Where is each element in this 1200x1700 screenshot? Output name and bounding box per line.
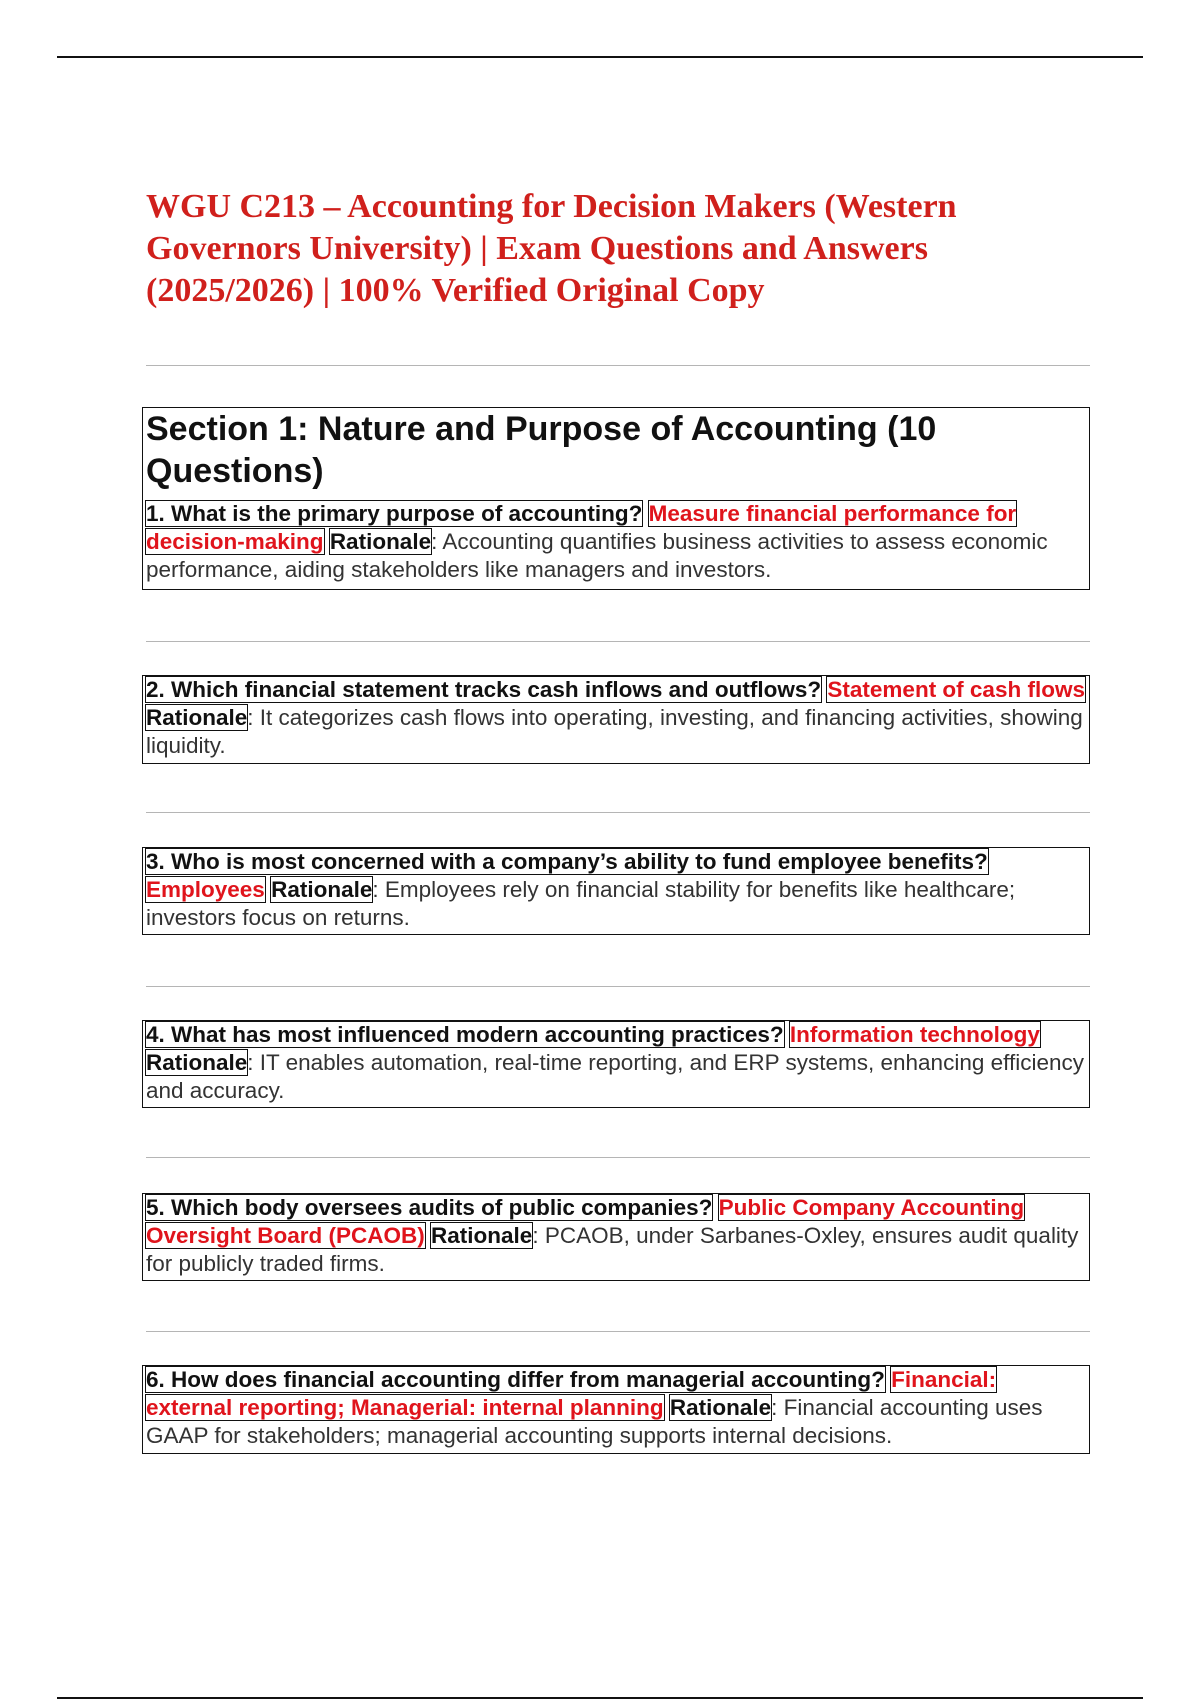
rationale-label: Rationale	[146, 705, 248, 730]
answer-text: Employees	[146, 877, 265, 902]
rationale-label: Rationale	[271, 877, 373, 902]
separator	[146, 365, 1090, 366]
answer-text: Public Company Accounting Oversight Board (PCAOB)	[146, 1195, 1025, 1248]
answer-text: Statement of cash flows	[827, 677, 1085, 702]
answer-text: Information technology	[789, 1022, 1040, 1047]
question-text: 5. Which body oversees audits of public companies?	[146, 1195, 713, 1220]
section-heading: Section 1: Nature and Purpose of Accounting (10 Questions)	[146, 410, 937, 490]
question-text: 4. What has most influenced modern accounting practices?	[146, 1022, 784, 1047]
question-block-5	[142, 1193, 1090, 1281]
rationale-label: Rationale	[669, 1395, 772, 1420]
separator	[146, 986, 1090, 987]
answer-text: Measure financial performance for decision-making	[146, 501, 1017, 554]
separator	[146, 812, 1090, 813]
question-block-2	[142, 675, 1090, 764]
document-title: WGU C213 – Accounting for Decision Makers (Western Governors University) | Exam Questions and Answers (2025/2026) | 100% Verified Original Copy	[146, 188, 957, 309]
question-block-6	[142, 1365, 1090, 1454]
rationale-text: : PCAOB, under Sarbanes-Oxley, ensures audit quality for publicly traded firms.	[146, 1223, 1079, 1276]
question-block-4	[142, 1020, 1090, 1108]
answer-text: Financial: external reporting; Managerial: internal planning	[146, 1367, 997, 1420]
rationale-label: Rationale	[146, 1050, 248, 1075]
question-text: 3. Who is most concerned with a company’s ability to fund employee benefits?	[146, 849, 988, 874]
rationale-text: : Financial accounting uses GAAP for stakeholders; managerial accounting supports internal decisions.	[146, 1395, 1043, 1448]
separator	[146, 1331, 1090, 1332]
question-text: 6. How does financial accounting differ from managerial accounting?	[146, 1367, 885, 1392]
question-block-1	[142, 407, 1090, 590]
rationale-label: Rationale	[431, 1223, 533, 1248]
page-top-rule	[57, 56, 1143, 58]
separator	[146, 1157, 1090, 1158]
separator	[146, 641, 1090, 642]
rationale-text: : Accounting quantifies business activities to assess economic performance, aiding stakeholders like managers and investors.	[146, 529, 1048, 582]
rationale-label: Rationale	[329, 529, 432, 554]
rationale-text: : Employees rely on financial stability for benefits like healthcare; investors focus on returns.	[146, 877, 1016, 930]
question-text: 1. What is the primary purpose of accounting?	[146, 501, 643, 526]
page-bottom-rule	[57, 1697, 1143, 1699]
rationale-text: : IT enables automation, real-time reporting, and ERP systems, enhancing efficiency and accuracy.	[146, 1050, 1084, 1103]
rationale-text: : It categorizes cash flows into operating, investing, and financing activities, showing liquidity.	[146, 705, 1083, 758]
question-block-3	[142, 847, 1090, 935]
question-text: 2. Which financial statement tracks cash inflows and outflows?	[146, 677, 822, 702]
